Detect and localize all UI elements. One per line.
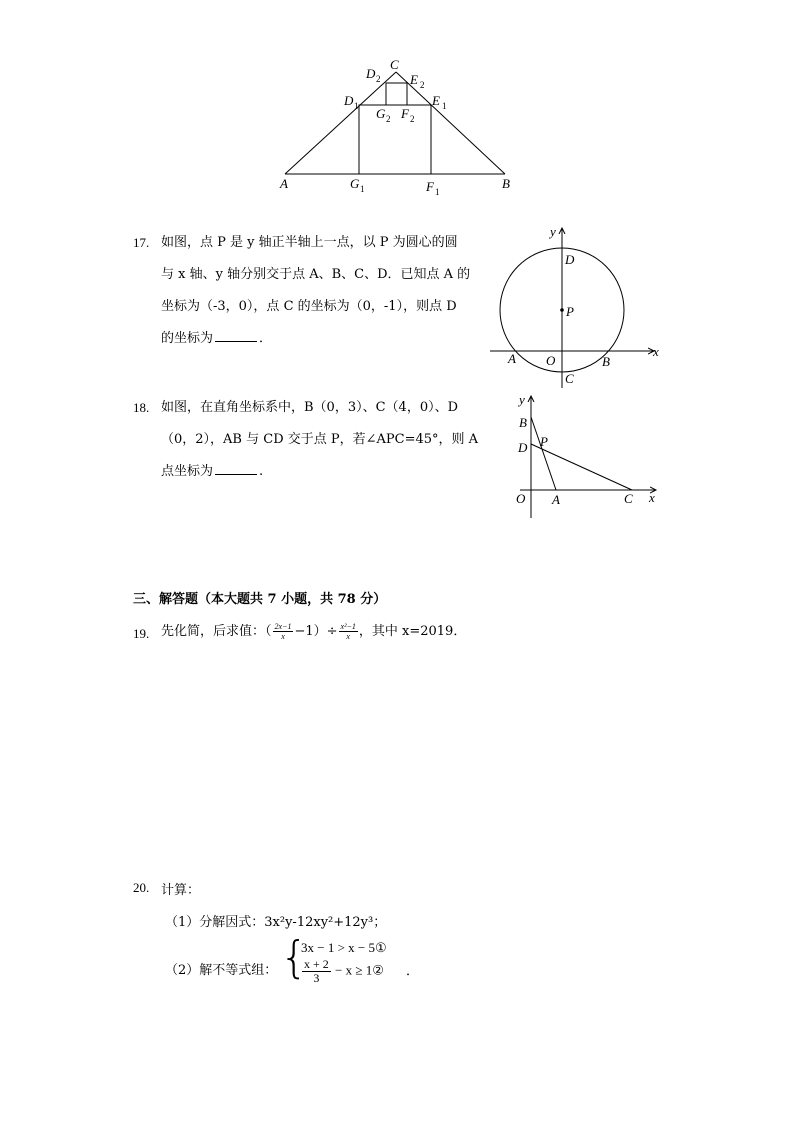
q18-coordinate-figure — [506, 390, 666, 522]
q20-ineq2-rest: − x ≥ 1② — [335, 962, 384, 978]
q17-label-o: O — [546, 353, 556, 368]
q17-label-a: A — [508, 351, 516, 366]
q17-text — [161, 227, 481, 355]
label-g2-sub: 2 — [386, 114, 391, 124]
q17-label-d: D — [565, 252, 575, 267]
q17-circle-figure — [486, 222, 668, 392]
label-g2: G — [376, 106, 386, 121]
q18-label-y: y — [519, 392, 525, 407]
q17-number: 17. — [133, 235, 150, 250]
label-d2: D — [366, 66, 376, 81]
q20-number: 20. — [133, 880, 150, 895]
q17-line-1: 如图，点 P 是 y 轴正半轴上一点，以 P 为圆心的圆 — [161, 235, 458, 250]
q17-label-b: B — [602, 354, 610, 369]
label-d2-sub: 2 — [376, 74, 381, 84]
q17-center-point — [560, 308, 564, 312]
q20-ineq2-fraction — [302, 958, 331, 985]
q17-last-prefix: 的坐标为 — [161, 331, 214, 346]
q18-answer-blank[interactable] — [215, 473, 257, 475]
label-e1: E — [432, 93, 440, 108]
label-f2: F — [401, 106, 409, 121]
q18-line-cd — [531, 444, 632, 490]
q20-inequality-1: 3x − 1 > x − 5① — [301, 940, 387, 955]
q20-title: 计算： — [161, 883, 201, 898]
q18-line-3 — [161, 456, 491, 488]
square-1 — [359, 105, 431, 174]
q19-fraction-1 — [273, 622, 294, 641]
q17-line-2: 与 x 轴、y 轴分别交于点 A、B、C、D．已知点 A 的 — [161, 267, 471, 282]
q17-label-x: x — [653, 344, 659, 359]
square-2 — [386, 83, 407, 105]
q18-number: 18. — [133, 400, 150, 415]
q18-label-p: P — [540, 434, 548, 449]
q17-line-4 — [161, 323, 481, 355]
q19-frac1-num: 2x−1 — [274, 622, 292, 631]
label-d1: D — [344, 93, 354, 108]
q18-text — [161, 392, 491, 488]
label-d1-sub: 1 — [354, 101, 359, 111]
q18-label-d: D — [518, 440, 528, 455]
q18-label-b: B — [519, 415, 527, 430]
triangle-squares-figure — [270, 55, 530, 200]
label-b: B — [502, 176, 510, 191]
label-e1-sub: 1 — [442, 101, 447, 111]
q19-mid: −1）÷ — [294, 624, 338, 639]
q18-last-suffix: . — [259, 464, 264, 479]
q18-label-c: C — [624, 491, 633, 506]
label-e2: E — [410, 72, 418, 87]
label-e2-sub: 2 — [420, 80, 425, 90]
q19-text — [161, 620, 466, 641]
q20-part-1: （1）分解因式：3x²y-12xy²+12y³； — [165, 915, 387, 930]
q18-line-1: 如图，在直角坐标系中，B（0，3）、C（4，0）、D — [161, 400, 459, 415]
q18-line-2: （0，2），AB 与 CD 交于点 P，若∠APC=45°，则 A — [161, 432, 479, 447]
label-f1-sub: 1 — [435, 187, 440, 197]
q20-part-2-label: （2）解不等式组： — [165, 963, 278, 978]
q18-last-prefix: 点坐标为 — [161, 464, 214, 479]
q19-frac2-num: x²−1 — [340, 622, 356, 631]
q19-frac1-den: x — [281, 632, 285, 641]
q19-frac2-den: x — [346, 632, 350, 641]
q20-ineq2-num: x + 2 — [304, 957, 329, 971]
q20-inequality-2 — [301, 958, 384, 985]
q18-label-x: x — [649, 490, 655, 505]
q18-label-a: A — [552, 492, 560, 507]
section-3-heading: 三、解答题（本大题共 7 小题，共 78 分） — [133, 592, 387, 607]
q17-last-suffix: ． — [259, 331, 273, 346]
label-g1: G — [350, 176, 360, 191]
label-f2-sub: 2 — [410, 114, 415, 124]
q18-label-o: O — [516, 491, 526, 506]
label-g1-sub: 1 — [360, 184, 365, 194]
label-c: C — [390, 57, 399, 72]
label-f1: F — [426, 179, 434, 194]
side-ac — [285, 72, 396, 174]
q17-label-c: C — [565, 371, 574, 386]
q20-ineq2-den: 3 — [313, 971, 320, 985]
q19-suffix: ，其中 x=2019． — [358, 624, 467, 639]
q17-label-y: y — [550, 224, 556, 239]
q17-line-3: 坐标为（-3，0），点 C 的坐标为（0，-1），则点 D — [161, 299, 457, 314]
q17-answer-blank[interactable] — [215, 340, 257, 342]
q19-prefix: 先化简，后求值：（ — [161, 624, 272, 639]
q19-fraction-2 — [339, 622, 358, 641]
q17-label-p: P — [566, 304, 574, 319]
label-a: A — [280, 176, 288, 191]
q19-number: 19. — [133, 626, 150, 641]
q20-end: ． — [406, 964, 420, 979]
q20-left-brace: { — [280, 932, 308, 983]
